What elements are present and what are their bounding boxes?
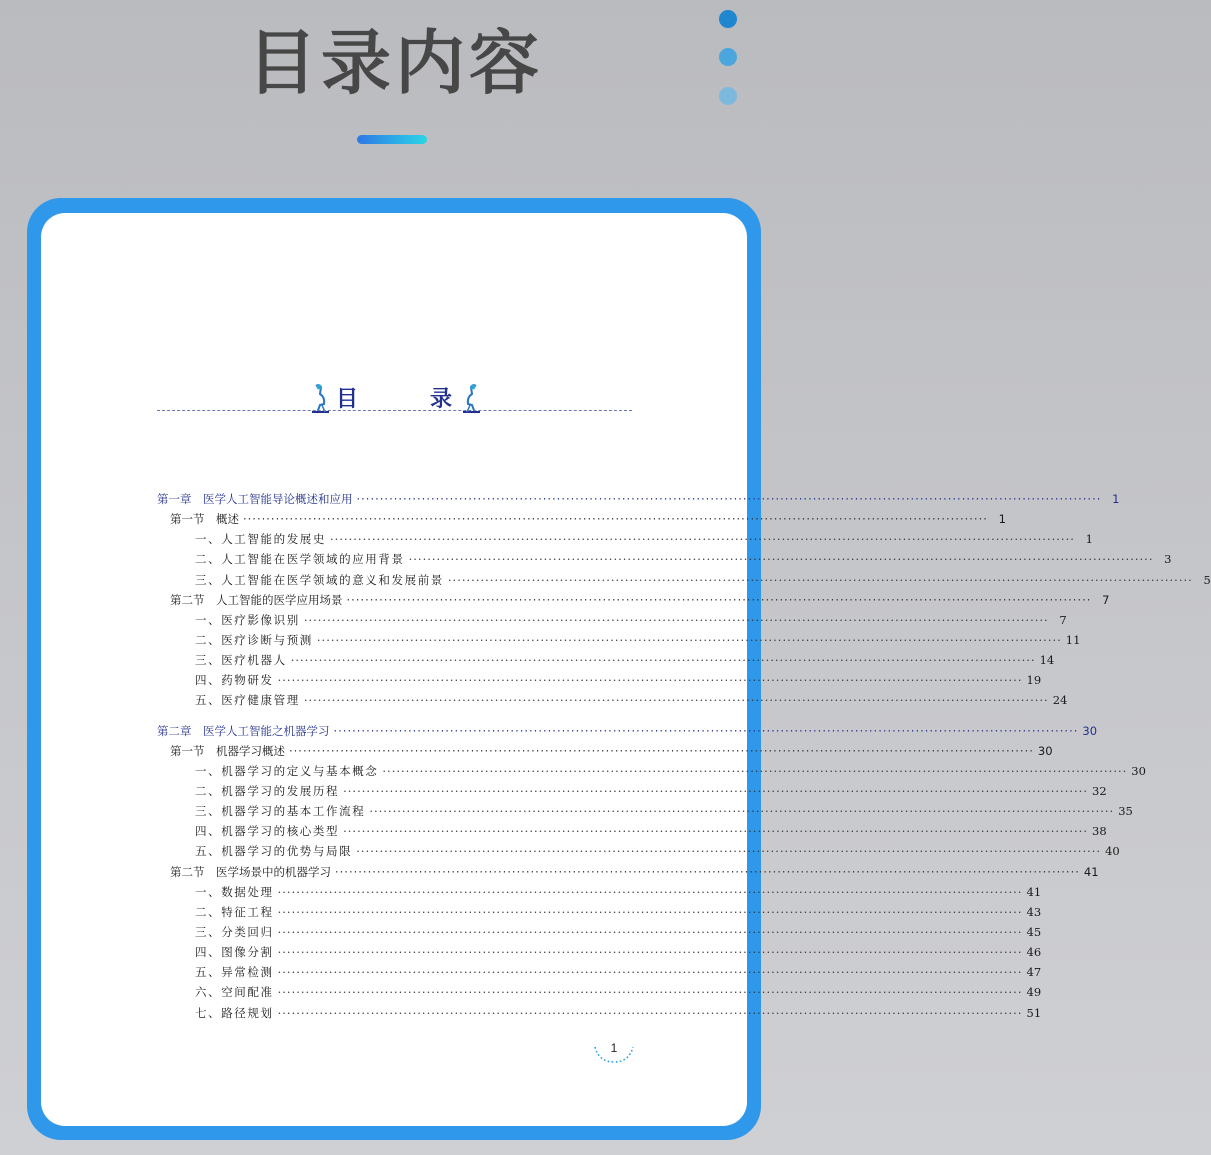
toc-section-row-page: 7 [1102,592,1110,607]
toc-section-row-label: 第二节 人工智能的医学应用场景 [170,592,343,607]
toc-item-row-label: 七、路径规划 [195,1005,274,1020]
toc-item-row[interactable] [157,529,1093,549]
dot-leader: ································································································································································ [356,844,1102,859]
toc-chapter-row-page: 30 [1082,723,1098,738]
toc-item-row-label: 三、机器学习的基本工作流程 [195,804,366,819]
toc-item-row-label: 一、医疗影像识别 [195,612,300,627]
toc-item-row-label: 二、人工智能在医学领域的应用背景 [195,552,405,567]
decor-dot-1 [719,10,737,28]
toc-item-row[interactable] [157,549,1172,569]
dot-leader: ································································································································································ [356,492,1102,506]
toc-section-row-page: 30 [1037,743,1053,758]
toc-chapter-row[interactable] [157,721,1098,741]
decor-dot-2 [719,48,737,66]
dot-leader: ································································································································································ [290,653,1036,668]
toc-item-row[interactable] [157,882,1042,902]
decor-dot-3 [719,87,737,105]
toc-item-row[interactable] [157,630,1081,650]
toc-item-row[interactable] [157,942,1042,962]
toc-item-row-page: 30 [1131,763,1146,778]
toc-section-row-label: 第二节 医学场景中的机器学习 [170,864,331,879]
toc-item-row-label: 五、医疗健康管理 [195,693,300,708]
dot-leader: ································································································································································ [343,783,1088,798]
toc-chapter-row-page: 1 [1112,492,1120,506]
toc-item-row-page: 51 [1026,1005,1042,1020]
toc-item-row[interactable] [157,962,1042,982]
dot-leader: ································································································································································ [408,552,1154,567]
toc-item-row-label: 四、机器学习的核心类型 [195,824,340,839]
title-accent-bar [357,135,427,144]
toc-item-row[interactable] [157,761,1146,781]
toc-item-row-page: 49 [1026,985,1042,1000]
toc-item-row-label: 三、人工智能在医学领域的意义和发展前景 [195,572,444,587]
toc-item-row-label: 五、机器学习的优势与局限 [195,844,353,859]
toc-item-row-label: 一、数据处理 [195,884,274,899]
page-number-badge [591,1038,637,1066]
toc-item-row-label: 五、异常检测 [195,965,274,980]
dot-leader: ································································································································································ [369,804,1115,819]
dot-leader: ································································································································································ [277,985,1023,1000]
toc-chapter-row-label: 第二章 医学人工智能之机器学习 [157,723,330,738]
toc-section-row-label: 第一节 概述 [170,512,239,527]
toc-item-row[interactable] [157,670,1042,690]
toc-chapter-row-label: 第一章 医学人工智能导论概述和应用 [157,492,353,506]
toc-item-row-page: 5 [1203,572,1211,587]
dot-leader: ································································································································································ [447,572,1193,587]
toc-page [41,213,1211,1126]
dot-leader: ································································································································································ [303,693,1049,708]
toc-section-row[interactable] [157,590,1110,610]
dot-leader: ································································································································································ [277,945,1023,960]
dot-leader: ································································································································································ [303,612,1049,627]
toc-item-row-page: 14 [1039,653,1055,668]
toc-item-row[interactable] [157,821,1107,841]
dot-leader: ································································································································································ [335,864,1080,879]
toc-item-row[interactable] [157,922,1042,942]
page-number: 1 [610,1041,618,1055]
dot-leader: ································································································································································ [277,673,1023,688]
toc-item-row-label: 二、特征工程 [195,904,274,919]
toc-item-row[interactable] [157,610,1067,630]
toc-section-row-page: 1 [998,512,1006,527]
toc-item-row-page: 24 [1052,693,1068,708]
toc-section-row-page: 41 [1083,864,1099,879]
toc-section-row-label: 第一节 机器学习概述 [170,743,285,758]
toc-item-row-page: 3 [1164,552,1172,567]
toc-section-row[interactable] [157,741,1053,761]
toc-item-row-label: 一、人工智能的发展史 [195,532,326,547]
dot-leader: ································································································································································ [277,965,1023,980]
toc-item-row[interactable] [157,1003,1042,1023]
toc-item-row[interactable] [157,982,1042,1002]
toc-item-row[interactable] [157,690,1068,710]
dot-leader: ································································································································································ [277,1005,1023,1020]
toc-item-row-page: 19 [1026,673,1042,688]
toc-item-row-label: 二、机器学习的发展历程 [195,783,340,798]
toc-item-row-page: 43 [1026,904,1042,919]
toc-item-row-page: 46 [1026,945,1042,960]
toc-item-row-label: 四、图像分割 [195,945,274,960]
banner-title: 目录内容 [247,22,543,104]
toc-section-row[interactable] [157,509,1006,529]
toc-item-row-page: 35 [1118,804,1133,819]
toc-item-row-page: 40 [1105,844,1120,859]
toc-item-row-page: 7 [1059,612,1067,627]
toc-item-row-page: 38 [1092,824,1107,839]
toc-item-row-label: 六、空间配准 [195,985,274,1000]
dot-leader: ································································································································································ [333,723,1079,738]
toc-section-row[interactable] [157,862,1099,882]
toc-item-row-label: 四、药物研发 [195,673,274,688]
toc-item-row-page: 32 [1092,783,1107,798]
toc-item-row-page: 11 [1065,632,1081,647]
dot-leader: ································································································································································ [243,512,988,527]
chapter-gap [157,711,633,721]
dot-leader: ································································································································································ [277,884,1023,899]
dot-leader: ································································································································································ [277,904,1023,919]
toc-item-row[interactable] [157,902,1042,922]
toc-list [157,489,1211,1023]
toc-heading-char-1: 目 [335,386,358,412]
dot-leader: ································································································································································ [330,532,1075,547]
toc-item-row-page: 41 [1026,884,1042,899]
toc-item-row[interactable] [157,570,1211,590]
dot-leader: ································································································································································ [346,592,1092,607]
dot-leader: ································································································································································ [289,743,1034,758]
dot-leader: ································································································································································ [343,824,1088,839]
heading-divider [157,410,632,411]
toc-heading-char-2: 录 [430,386,453,412]
dot-leader: ································································································································································ [277,924,1023,939]
toc-item-row-page: 1 [1085,532,1093,547]
toc-item-row-label: 三、医疗机器人 [195,653,287,668]
toc-item-row[interactable] [157,650,1055,670]
toc-item-row-label: 三、分类回归 [195,924,274,939]
toc-item-row[interactable] [157,841,1120,861]
toc-item-row-page: 47 [1026,965,1042,980]
toc-item-row[interactable] [157,781,1107,801]
toc-item-row-label: 一、机器学习的定义与基本概念 [195,763,379,778]
toc-item-row-label: 二、医疗诊断与预测 [195,632,313,647]
dot-leader: ································································································································································ [316,632,1062,647]
toc-chapter-row[interactable] [157,489,1120,509]
dot-leader: ································································································································································ [382,763,1128,778]
toc-heading [41,382,747,413]
toc-item-row-page: 45 [1026,924,1042,939]
toc-item-row[interactable] [157,801,1133,821]
